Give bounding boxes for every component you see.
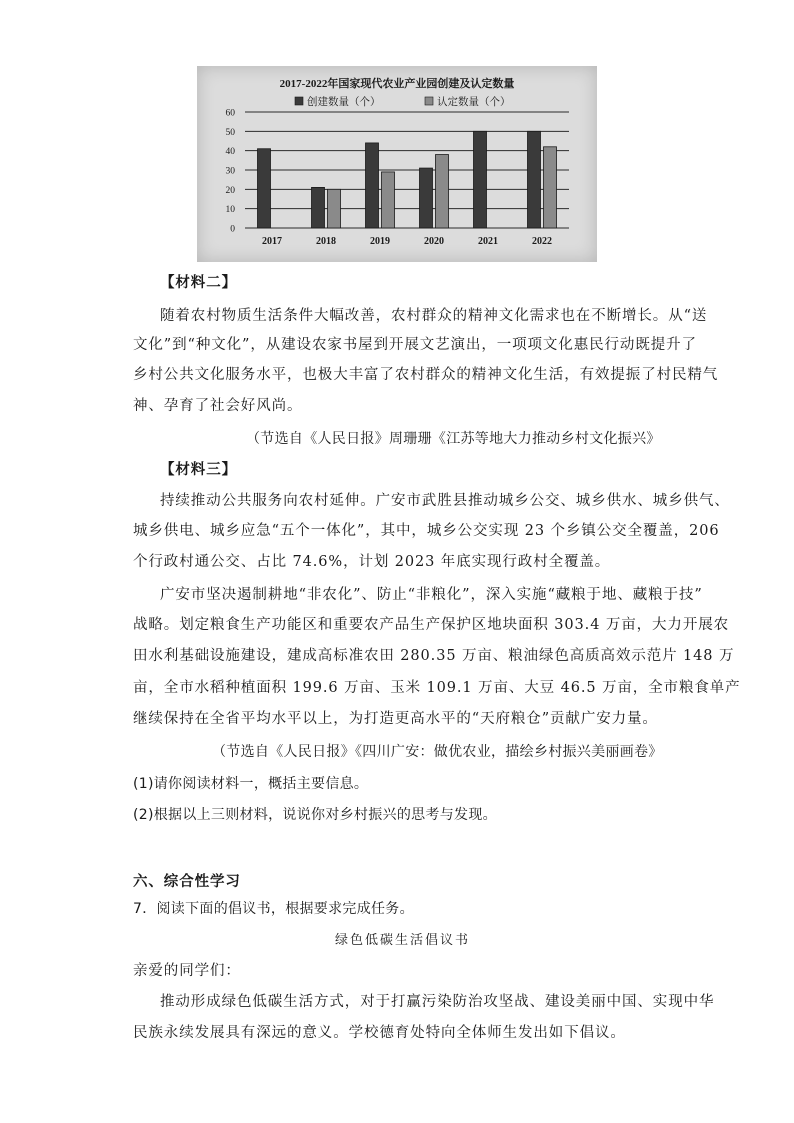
y-tick-label: 30 [225, 166, 235, 177]
legend-swatch [295, 97, 303, 105]
bar-certified [382, 172, 395, 228]
material3-line: 战略。划定粮食生产功能区和重要农产品生产保护区地块面积 303.4 万亩，大力开展农 [133, 617, 730, 633]
material3-line: 继续保持在全省平均水平以上，为打造更高水平的“天府粮仓”贡献广安力量。 [133, 711, 658, 727]
bar-created [366, 143, 379, 228]
material3-line: 个行政村通公交、占比 74.6%，计划 2023 年底实现行政村全覆盖。 [133, 554, 611, 570]
x-tick-label: 2017 [262, 236, 282, 247]
bar-created [528, 131, 541, 228]
legend-swatch [425, 97, 433, 105]
y-tick-label: 40 [225, 147, 235, 158]
bar-certified [544, 147, 557, 228]
x-tick-label: 2022 [532, 236, 552, 247]
material2-line: 乡村公共文化服务水平，也极大丰富了农村群众的精神文化生活，有效提振了村民精气 [133, 367, 719, 383]
bar-certified [328, 189, 341, 228]
x-tick-label: 2019 [370, 236, 390, 247]
chart-photo [197, 66, 597, 262]
material2-line: 随着农村物质生活条件大幅改善，农村群众的精神文化需求也在不断增长。从“送 [160, 308, 708, 324]
material3-line: 城乡供电、城乡应急“五个一体化”，其中，城乡公交实现 23 个乡镇公交全覆盖，206 [133, 523, 720, 539]
question-2: (2)根据以上三则材料，说说你对乡村振兴的思考与发现。 [133, 807, 497, 823]
material2-heading: 【材料二】 [160, 275, 237, 291]
bar-created [312, 187, 325, 228]
y-tick-label: 0 [230, 224, 235, 235]
bar-certified [436, 155, 449, 228]
bar-created [258, 149, 271, 228]
chart-legend [295, 95, 511, 108]
y-tick-label: 20 [225, 185, 235, 196]
material3-source: （节选自《人民日报》《四川广安：做优农业，描绘乡村振兴美丽画卷》 [212, 744, 663, 760]
proposal-line: 民族永续发展具有深远的意义。学校德育处特向全体师生发出如下倡议。 [133, 1025, 626, 1041]
proposal-line: 推动形成绿色低碳生活方式，对于打赢污染防治攻坚战、建设美丽中国、实现中华 [160, 994, 715, 1010]
x-tick-label: 2018 [316, 236, 336, 247]
material3-line: 田水利基础设施建设，建成高标准农田 280.35 万亩、粮油绿色高质高效示范片 148 万 [133, 648, 735, 664]
y-tick-label: 60 [225, 108, 235, 119]
question-7: 7．阅读下面的倡议书，根据要求完成任务。 [133, 901, 414, 917]
bar-created [474, 131, 487, 228]
proposal-salutation: 亲爱的同学们： [133, 963, 241, 979]
x-tick-label: 2020 [424, 236, 444, 247]
y-tick-label: 10 [225, 205, 235, 216]
material3-line: 持续推动公共服务向农村延伸。广安市武胜县推动城乡公交、城乡供水、城乡供气、 [160, 493, 730, 509]
x-tick-label: 2021 [478, 236, 498, 247]
chart-title: 2017-2022年国家现代农业产业园创建及认定数量 [279, 78, 515, 90]
material3-line: 广安市坚决遏制耕地“非农化”、防止“非粮化”，深入实施“藏粮于地、藏粮于技” [160, 587, 703, 603]
bar-chart [197, 66, 597, 262]
material2-line: 神、孕育了社会好风尚。 [133, 398, 303, 414]
question-1: (1)请你阅读材料一，概括主要信息。 [133, 776, 369, 792]
legend-label: 创建数量（个） [307, 96, 381, 108]
proposal-title: 绿色低碳生活倡议书 [335, 933, 471, 948]
material3-heading: 【材料三】 [160, 462, 237, 478]
legend-label: 认定数量（个） [437, 96, 511, 108]
section6-heading: 六、综合性学习 [133, 874, 241, 890]
material2-line: 文化”到“种文化”，从建设农家书屋到开展文艺演出，一项项文化惠民行动既提升了 [133, 337, 697, 353]
material3-line: 亩，全市水稻种植面积 199.6 万亩、玉米 109.1 万亩、大豆 46.5 万亩，全市粮食单产 [133, 680, 741, 696]
material2-source: （节选自《人民日报》周珊珊《江苏等地大力推动乡村文化振兴》 [246, 431, 661, 447]
bar-created [420, 168, 433, 228]
y-tick-label: 50 [225, 127, 235, 138]
